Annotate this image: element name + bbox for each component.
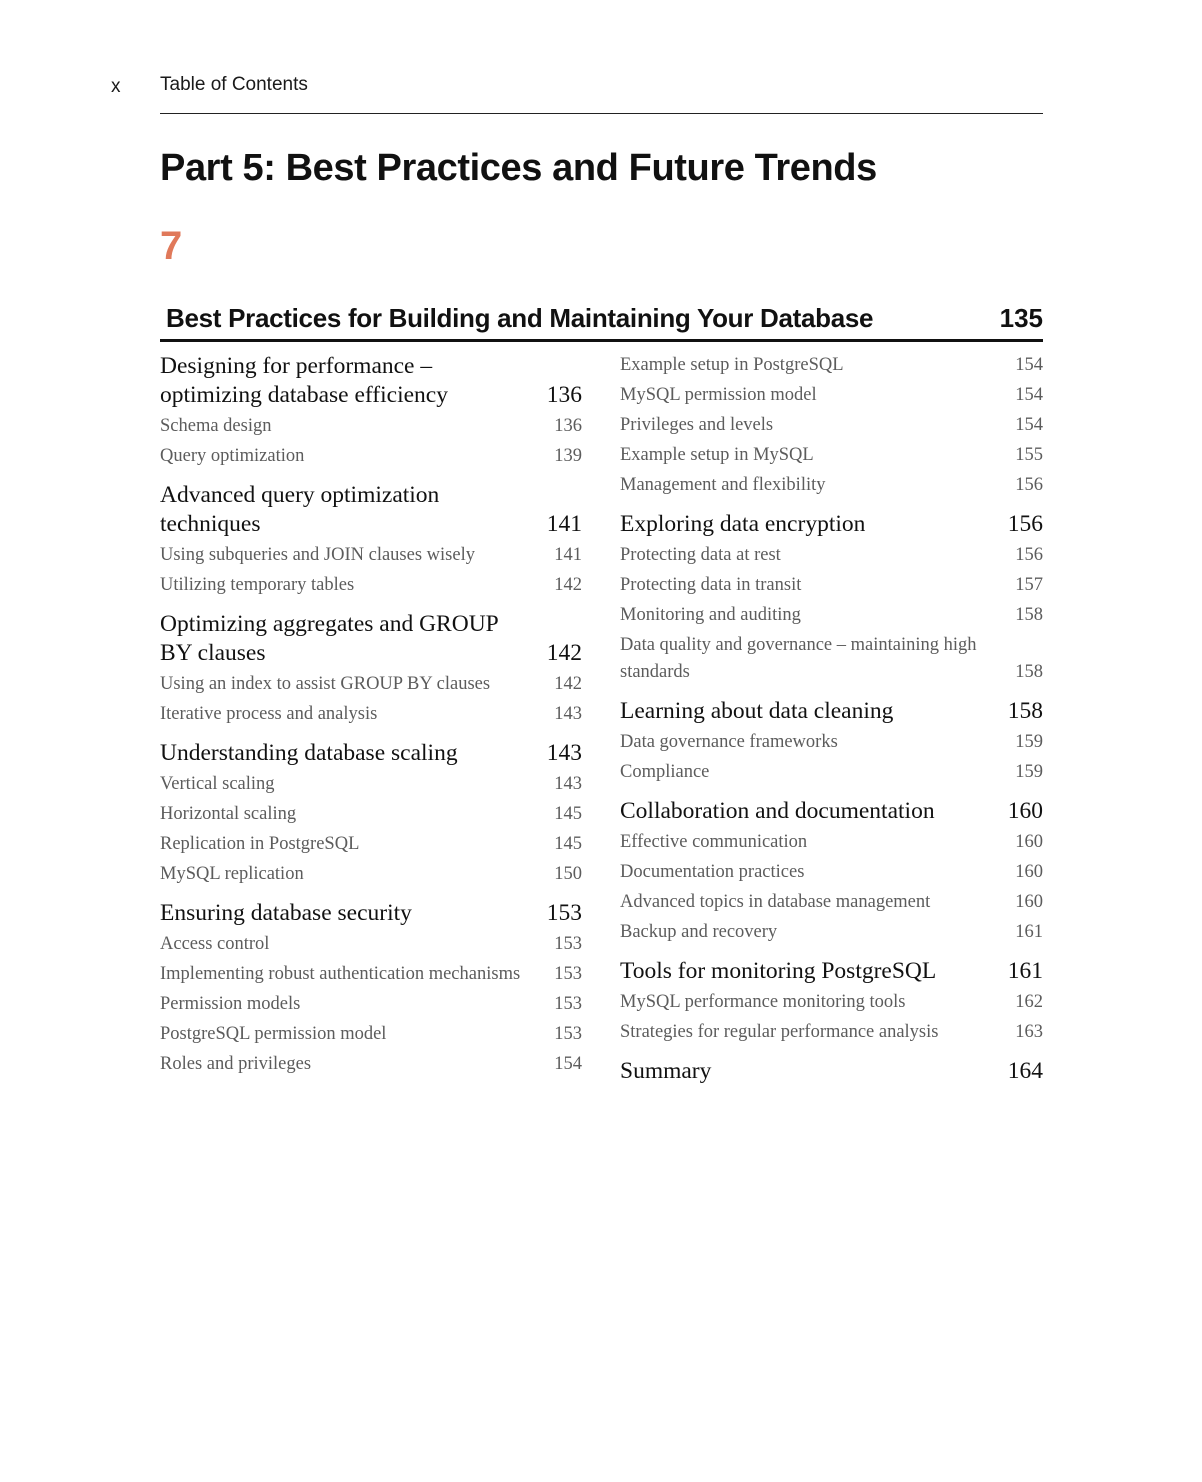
toc-subsection-title: Backup and recovery — [620, 922, 778, 942]
toc-subsection-title: PostgreSQL permission model — [160, 1024, 387, 1044]
toc-section-entry[interactable] — [160, 899, 582, 928]
toc-subsection-title: Using an index to assist GROUP BY clauses — [160, 674, 491, 694]
toc-subsection-entry[interactable] — [620, 602, 1043, 629]
toc-page-number: 156 — [1015, 545, 1043, 565]
toc-section-title: Summary — [620, 1058, 712, 1084]
toc-page-number: 156 — [1015, 475, 1043, 495]
toc-page-number: 150 — [554, 864, 582, 884]
toc-subsection-entry[interactable] — [160, 961, 582, 988]
toc-subsection-entry[interactable] — [620, 989, 1043, 1016]
toc-page-number: 154 — [1015, 355, 1043, 375]
toc-left-column — [160, 352, 582, 1078]
toc-section-entry[interactable] — [160, 481, 582, 539]
toc-subsection-title: Schema design — [160, 416, 272, 436]
toc-subsection-entry[interactable] — [160, 861, 582, 888]
toc-subsection-entry[interactable] — [620, 472, 1043, 499]
toc-subsection-title: Iterative process and analysis — [160, 704, 378, 724]
toc-page-number: 161 — [1015, 922, 1043, 942]
toc-subsection-entry[interactable] — [620, 1019, 1043, 1046]
toc-subsection-entry[interactable] — [620, 829, 1043, 856]
toc-page-number: 156 — [1007, 511, 1043, 537]
toc-subsection-entry[interactable] — [620, 729, 1043, 756]
toc-subsection-entry[interactable] — [160, 1021, 582, 1048]
toc-subsection-entry[interactable] — [160, 1051, 582, 1078]
toc-page-number: 164 — [1007, 1058, 1043, 1084]
chapter-number: 7 — [160, 224, 183, 268]
toc-subsection-title: Implementing robust authentication mechanisms — [160, 964, 521, 984]
toc-subsection-entry[interactable] — [620, 382, 1043, 409]
toc-subsection-title: Monitoring and auditing — [620, 605, 801, 625]
chapter-title-row[interactable] — [160, 301, 1043, 342]
toc-section-title: Designing for performance – optimizing database efficiency — [160, 353, 448, 408]
toc-page-number: 141 — [546, 511, 582, 537]
toc-subsection-title: Privileges and levels — [620, 415, 774, 435]
toc-page-number: 153 — [546, 900, 582, 926]
toc-section-title: Optimizing aggregates and GROUP BY clauses — [160, 611, 498, 666]
toc-right-column — [620, 352, 1043, 1089]
toc-page-number: 153 — [554, 1024, 582, 1044]
toc-page-number: 145 — [554, 804, 582, 824]
toc-subsection-entry[interactable] — [160, 413, 582, 440]
toc-subsection-title: Protecting data in transit — [620, 575, 802, 595]
toc-page-number: 158 — [1015, 662, 1043, 682]
toc-subsection-entry[interactable] — [160, 701, 582, 728]
running-head — [0, 74, 1202, 100]
toc-page-number: 142 — [546, 640, 582, 666]
toc-page-number: 153 — [554, 964, 582, 984]
running-title: Table of Contents — [160, 74, 308, 95]
toc-subsection-title: Protecting data at rest — [620, 545, 781, 565]
toc-subsection-title: MySQL replication — [160, 864, 304, 884]
toc-page-number: 136 — [546, 382, 582, 408]
toc-subsection-title: Query optimization — [160, 446, 305, 466]
toc-page-number: 160 — [1015, 862, 1043, 882]
toc-subsection-title: Roles and privileges — [160, 1054, 312, 1074]
toc-section-title: Tools for monitoring PostgreSQL — [620, 958, 937, 984]
toc-page-number: 160 — [1015, 832, 1043, 852]
toc-page-number: 159 — [1015, 732, 1043, 752]
toc-page-number: 141 — [554, 545, 582, 565]
toc-section-entry[interactable] — [160, 739, 582, 768]
toc-section-title: Collaboration and documentation — [620, 798, 935, 824]
toc-subsection-title: Management and flexibility — [620, 475, 826, 495]
toc-subsection-title: Permission models — [160, 994, 301, 1014]
toc-subsection-entry[interactable] — [620, 542, 1043, 569]
toc-subsection-title: Horizontal scaling — [160, 804, 297, 824]
toc-subsection-entry[interactable] — [160, 991, 582, 1018]
toc-page-number: 155 — [1015, 445, 1043, 465]
toc-page-number: 159 — [1015, 762, 1043, 782]
toc-section-title: Advanced query optimization techniques — [160, 482, 440, 537]
toc-subsection-title: Advanced topics in database management — [620, 892, 931, 912]
toc-page-number: 142 — [554, 674, 582, 694]
toc-subsection-title: Access control — [160, 934, 270, 954]
chapter-title: Best Practices for Building and Maintaining Your Database — [166, 303, 874, 333]
toc-subsection-entry[interactable] — [620, 859, 1043, 886]
chapter-page-number: 135 — [999, 303, 1043, 333]
toc-page-number: 163 — [1015, 1022, 1043, 1042]
toc-section-entry[interactable] — [160, 610, 582, 668]
toc-section-entry[interactable] — [620, 510, 1043, 539]
toc-section-title: Exploring data encryption — [620, 511, 866, 537]
toc-subsection-entry[interactable] — [160, 542, 582, 569]
toc-page-number: 153 — [554, 994, 582, 1014]
toc-subsection-title: MySQL performance monitoring tools — [620, 992, 906, 1012]
toc-page-number: 142 — [554, 575, 582, 595]
header-rule — [160, 113, 1043, 114]
toc-subsection-title: Compliance — [620, 762, 710, 782]
toc-subsection-title: Data quality and governance – maintaining high standards — [620, 635, 977, 682]
part-title: Part 5: Best Practices and Future Trends — [160, 147, 877, 189]
toc-page-number: 162 — [1015, 992, 1043, 1012]
toc-page-number: 160 — [1015, 892, 1043, 912]
toc-page-number: 143 — [554, 774, 582, 794]
toc-section-entry[interactable] — [620, 697, 1043, 726]
toc-page-number: 136 — [554, 416, 582, 436]
toc-page-number: 158 — [1007, 698, 1043, 724]
toc-page-number: 160 — [1007, 798, 1043, 824]
toc-section-title: Ensuring database security — [160, 900, 412, 926]
toc-subsection-entry[interactable] — [160, 931, 582, 958]
toc-page-number: 139 — [554, 446, 582, 466]
toc-subsection-title: Data governance frameworks — [620, 732, 838, 752]
toc-subsection-title: Documentation practices — [620, 862, 805, 882]
toc-page-number: 157 — [1015, 575, 1043, 595]
toc-subsection-title: Effective communication — [620, 832, 808, 852]
toc-subsection-title: Vertical scaling — [160, 774, 275, 794]
toc-page-number: 143 — [554, 704, 582, 724]
toc-subsection-entry[interactable] — [160, 671, 582, 698]
toc-section-title: Learning about data cleaning — [620, 698, 894, 724]
toc-page-number: 154 — [554, 1054, 582, 1074]
toc-subsection-title: MySQL permission model — [620, 385, 817, 405]
toc-subsection-title: Example setup in PostgreSQL — [620, 355, 844, 375]
toc-subsection-entry[interactable] — [620, 352, 1043, 379]
toc-subsection-entry[interactable] — [620, 412, 1043, 439]
toc-page-number: 145 — [554, 834, 582, 854]
toc-subsection-entry[interactable] — [620, 759, 1043, 786]
toc-subsection-title: Utilizing temporary tables — [160, 575, 355, 595]
toc-subsection-entry[interactable] — [620, 632, 1043, 686]
toc-subsection-title: Using subqueries and JOIN clauses wisely — [160, 545, 475, 565]
toc-page-number: 154 — [1015, 385, 1043, 405]
toc-subsection-entry[interactable] — [160, 443, 582, 470]
toc-subsection-entry[interactable] — [160, 771, 582, 798]
toc-subsection-entry[interactable] — [160, 572, 582, 599]
toc-page-number: 154 — [1015, 415, 1043, 435]
toc-subsection-entry[interactable] — [160, 831, 582, 858]
page-folio: x — [111, 76, 121, 97]
toc-subsection-entry[interactable] — [620, 919, 1043, 946]
toc-section-entry[interactable] — [160, 352, 582, 410]
toc-section-entry[interactable] — [620, 957, 1043, 986]
toc-page-number: 158 — [1015, 605, 1043, 625]
toc-page-number: 153 — [554, 934, 582, 954]
toc-subsection-title: Example setup in MySQL — [620, 445, 814, 465]
toc-section-entry[interactable] — [620, 1057, 1043, 1086]
toc-section-title: Understanding database scaling — [160, 740, 458, 766]
toc-subsection-title: Strategies for regular performance analysis — [620, 1022, 939, 1042]
toc-page-number: 143 — [546, 740, 582, 766]
toc-page-number: 161 — [1007, 958, 1043, 984]
toc-subsection-entry[interactable] — [620, 442, 1043, 469]
toc-subsection-entry[interactable] — [620, 889, 1043, 916]
toc-subsection-entry[interactable] — [160, 801, 582, 828]
toc-subsection-entry[interactable] — [620, 572, 1043, 599]
toc-section-entry[interactable] — [620, 797, 1043, 826]
toc-subsection-title: Replication in PostgreSQL — [160, 834, 360, 854]
